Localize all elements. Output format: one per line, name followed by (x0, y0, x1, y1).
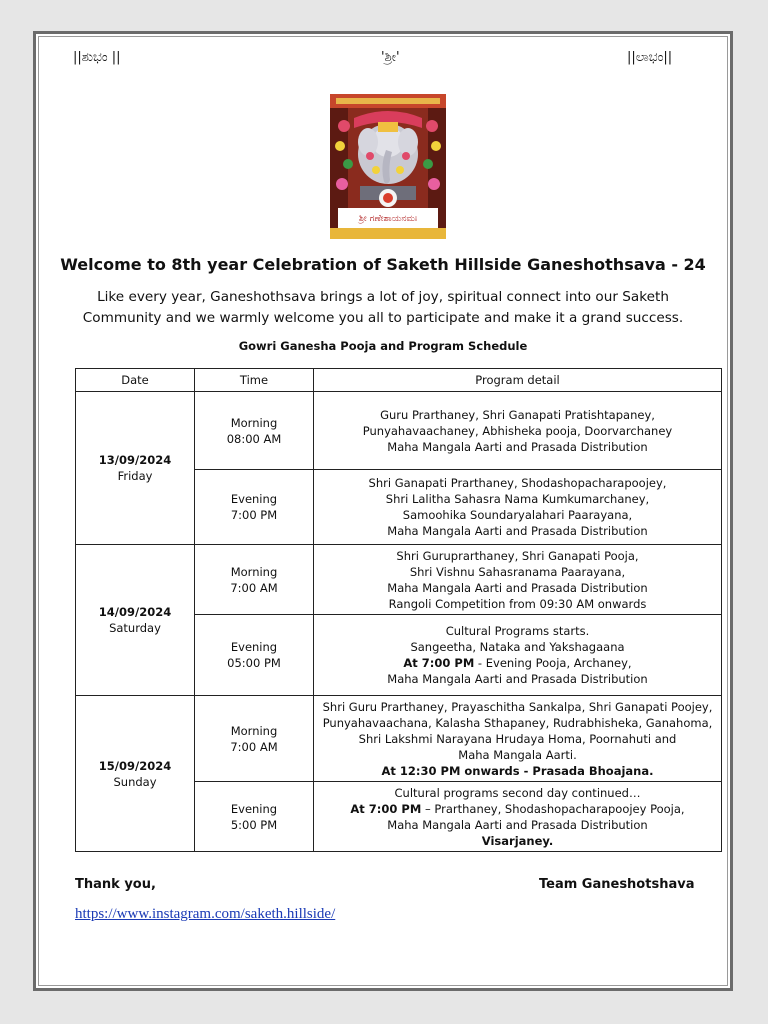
date-cell (76, 545, 195, 696)
program-line: Shri Ganapati Prarthaney, Shodashopacharapoojey, (368, 476, 667, 490)
program-line: Shri Vishnu Sahasranama Paarayana, (409, 564, 626, 579)
intro-paragraph (79, 287, 687, 329)
column-header-program: Program detail (314, 369, 722, 392)
program-line: Shri Guru Prarthaney, Prayaschitha Sankalpa, Shri Ganapati Poojey, (322, 699, 713, 714)
document-page (33, 31, 733, 991)
time-label: Evening (230, 640, 278, 654)
time-label: Morning (230, 723, 278, 738)
program-line-rest: - Evening Pooja, Archaney, (474, 656, 632, 670)
program-line: Rangoli Competition from 09:30 AM onwards (388, 596, 647, 611)
program-line: Shri Lakshmi Narayana Hrudaya Homa, Poornahuti and (358, 731, 677, 746)
program-line: Cultural Programs starts. (445, 624, 590, 638)
program-line-rest: – Prarthaney, Shodashopacharapoojey Pooja, (421, 801, 685, 816)
program-line: Guru Prarthaney, Shri Ganapati Pratishtapaney, (380, 407, 655, 422)
program-line (316, 655, 719, 671)
time-label: Evening (230, 492, 278, 506)
date-text: 15/09/2024 (98, 758, 172, 773)
program-cell (314, 696, 722, 782)
table-header-row (76, 369, 722, 392)
program-line: Punyahavaachana, Kalasha Sthapaney, Rudrabhisheka, Ganahoma, (322, 715, 713, 730)
program-line: Maha Mangala Aarti and Prasada Distribution (387, 817, 648, 832)
program-line: Shri Guruprarthaney, Shri Ganapati Pooja, (396, 548, 639, 563)
intro-line: Community and we warmly welcome you all to participate and make it a grand success. (82, 310, 684, 326)
program-time-bold: At 7:00 PM (403, 656, 475, 670)
time-cell (195, 615, 314, 696)
program-cell (314, 392, 722, 470)
time-value: 7:00 AM (230, 580, 278, 595)
column-header-date: Date (76, 369, 195, 392)
program-line: Cultural programs second day continued… (394, 785, 641, 800)
time-label: Morning (230, 564, 278, 579)
date-cell (76, 392, 195, 545)
date-text: 13/09/2024 (98, 453, 172, 467)
time-value: 7:00 PM (230, 508, 278, 522)
program-cell (314, 545, 722, 615)
program-cell (314, 470, 722, 545)
time-label: Evening (230, 801, 278, 816)
time-cell (195, 782, 314, 852)
time-cell (195, 696, 314, 782)
schedule-title: Gowri Ganesha Pooja and Program Schedule (238, 339, 528, 353)
program-line: Maha Mangala Aarti and Prasada Distribution (387, 439, 648, 454)
time-value: 5:00 PM (230, 817, 278, 832)
program-line: Sangeetha, Nataka and Yakshagaana (410, 640, 625, 654)
header-center-text: 'ಶ್ರೀ' (381, 50, 400, 65)
intro-line: Like every year, Ganeshothsava brings a lot of joy, spiritual connect into our Saketh (97, 289, 669, 305)
day-text: Friday (117, 469, 153, 483)
page-title: Welcome to 8th year Celebration of Saketh Hillside Ganeshothsava - 24 (60, 255, 706, 274)
thanks-text: Thank you, (75, 877, 156, 892)
schedule-table (75, 368, 722, 852)
header-right-text: ||ಲಾಭಂ|| (627, 50, 673, 65)
column-header-time: Time (195, 369, 314, 392)
ganesha-photo (330, 94, 446, 239)
instagram-link[interactable]: https://www.instagram.com/saketh.hillside/ (75, 906, 336, 922)
team-signature: Team Ganeshotshava (539, 877, 695, 892)
table-row (76, 392, 722, 470)
time-label: Morning (230, 415, 278, 430)
program-line-bold: At 12:30 PM onwards - Prasada Bhoajana. (381, 763, 654, 778)
program-time-bold: At 7:00 PM (350, 801, 422, 816)
time-value: 05:00 PM (227, 656, 281, 670)
program-line: Punyahavaachaney, Abhisheka pooja, Doorvarchaney (362, 423, 673, 438)
time-cell (195, 392, 314, 470)
date-text: 14/09/2024 (98, 605, 172, 619)
date-cell (76, 696, 195, 852)
program-cell (314, 782, 722, 852)
table-row (76, 696, 722, 782)
time-cell (195, 545, 314, 615)
day-text: Sunday (113, 774, 157, 789)
program-line: Maha Mangala Aarti. (458, 747, 577, 762)
program-line: Samoohika Soundaryalahari Paarayana, (402, 508, 633, 522)
program-line-bold: Visarjaney. (481, 833, 554, 848)
program-cell (314, 615, 722, 696)
day-text: Saturday (109, 621, 161, 635)
program-line: Shri Lalitha Sahasra Nama Kumkumarchaney, (385, 492, 650, 506)
header-left-text: ||ಶುಭಂ || (73, 50, 121, 65)
program-line: Maha Mangala Aarti and Prasada Distribution (387, 580, 648, 595)
program-line: Maha Mangala Aarti and Prasada Distribution (387, 524, 648, 538)
page-border (38, 36, 728, 986)
time-value: 08:00 AM (226, 431, 282, 446)
table-row (76, 545, 722, 615)
program-line: Maha Mangala Aarti and Prasada Distribution (387, 672, 648, 686)
program-line (316, 801, 719, 817)
photo-caption-text: ಶ್ರೀ ಗಣೇಶಾಯನಮಃ (358, 214, 418, 224)
time-value: 7:00 AM (230, 739, 278, 754)
time-cell (195, 470, 314, 545)
